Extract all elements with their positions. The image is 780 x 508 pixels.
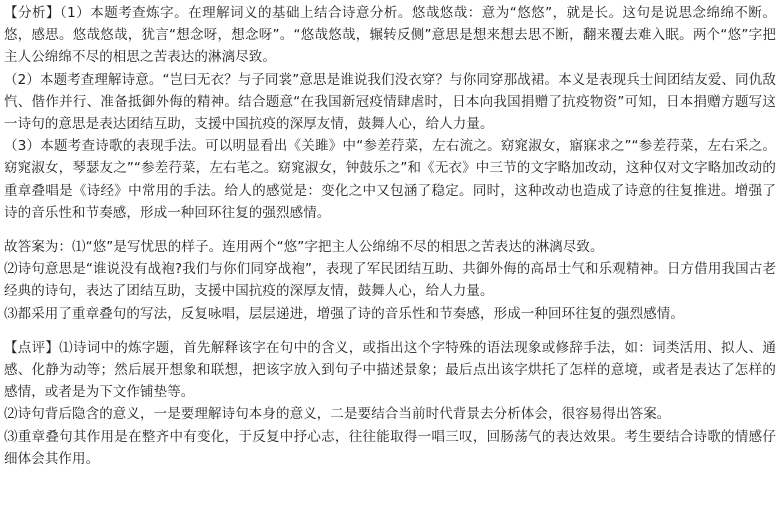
section-gap [4, 224, 776, 236]
section-gap [4, 325, 776, 337]
answer-section [4, 236, 776, 325]
answer-paragraph-1: 故答案为：⑴“悠”是写忧思的样子。连用两个“悠”字把主人公绵绵不尽的相思之苦表达的淋漓尽致。 [4, 239, 604, 256]
comment-paragraph-1: 【点评】⑴诗词中的炼字题，首先解释该字在句中的含义，或指出这个字特殊的语法现象或修辞手法，如：词类活用、拟人、通感、化静为动等；然后展开想象和联想，把该字放入到句子中描述景象；最后点出该字烘托了怎样的意境，或者是表达了怎样的感情，或者是为下文作铺垫等。 [4, 339, 776, 401]
answer-paragraph-2: ⑵诗句意思是“谁说没有战袍?我们与你们同穿战袍”，表现了军民团结互助、共御外侮的高昂士气和乐观精神。日方借用我国古老经典的诗句，表达了团结互助，支援中国抗疫的深厚友情，鼓舞人心，给人力量。 [4, 261, 776, 300]
answer-paragraph-3: ⑶都采用了重章叠句的写法，反复咏唱，层层递进，增强了诗的音乐性和节奏感，形成一种回环往复的强烈感情。 [4, 305, 684, 322]
analysis-section [4, 2, 776, 224]
analysis-paragraph-3: （3）本题考查诗歌的表现手法。可以明显看出《关雎》中“参差荇菜，左右流之。窈窕淑女，寤寐求之”“参差荇菜，左右采之。窈窕淑女，琴瑟友之”“参差荇菜，左右芼之。窈窕淑女，钟鼓乐之”和《无衣》中三节的文字略加改动，这种仅对文字略加改动的重章叠唱是《诗经》中常用的手法。给人的感觉是：变化之中又包涵了稳定。同时，这种改动也造成了诗意的往复推进。增强了诗的音乐性和节奏感，形成一种回环往复的强烈感情。 [4, 138, 776, 221]
analysis-paragraph-2: （2）本题考查理解诗意。“岂曰无衣？与子同裳”意思是谁说我们没衣穿？与你同穿那战裙。本义是表现兵士间团结友爱、同仇敌忾、偕作并行、准备抵御外侮的精神。结合题意“在我国新冠疫情肆虐时，日本向我国捐赠了抗疫物资”可知，日本捐赠方题写这一诗句的意思是表达团结互助，支援中国抗疫的深厚友情，鼓舞人心，给人力量。 [4, 71, 776, 133]
analysis-paragraph-1: 【分析】（1）本题考查炼字。在理解词义的基础上结合诗意分析。悠哉悠哉：意为“悠悠”，就是长。这句是说思念绵绵不断。悠，感思。悠哉悠哉，犹言“想念呀，想念呀”。“悠哉悠哉，辗转反侧”意思是想来想去思不断，翻来覆去难入眠。两个“悠”字把主人公绵绵不尽的相思之苦表达的淋漓尽致。 [4, 5, 776, 66]
comment-section [4, 337, 776, 470]
comment-paragraph-2: ⑵诗句背后隐含的意义，一是要理解诗句本身的意义，二是要结合当前时代背景去分析体会，很容易得出答案。 [4, 406, 671, 423]
comment-paragraph-3: ⑶重章叠句其作用是在整齐中有变化，于反复中抒心志，往往能取得一唱三叹，回肠荡气的表达效果。考生要结合诗歌的情感仔细体会其作用。 [4, 428, 776, 467]
